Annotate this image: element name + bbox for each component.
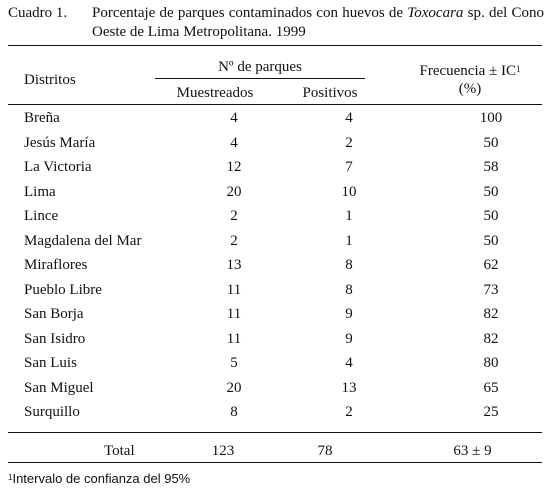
- cell-muestreados: 5: [230, 355, 238, 372]
- cell-positivos: 2: [345, 134, 353, 151]
- caption-label: Cuadro 1.: [8, 5, 68, 21]
- table-row: [8, 106, 542, 131]
- table-row: [8, 327, 542, 352]
- header-frecuencia-sup: 1: [516, 64, 521, 74]
- cell-distrito: Jesús María: [24, 134, 96, 151]
- header-percent: (%): [458, 81, 482, 97]
- footnote-sup: 1: [8, 473, 13, 482]
- cell-muestreados: 2: [230, 208, 238, 225]
- footnote: [8, 471, 190, 486]
- cell-positivos: 10: [341, 183, 357, 200]
- cell-positivos: 8: [345, 281, 353, 298]
- cell-positivos: 8: [345, 257, 353, 274]
- footnote-text: Intervalo de confianza del 95%: [12, 471, 191, 486]
- table-row: [8, 155, 542, 180]
- cell-distrito: Lince: [24, 208, 59, 225]
- table-row: [8, 351, 542, 376]
- top-rule: [8, 45, 542, 46]
- cell-positivos: 2: [345, 404, 353, 421]
- cell-muestreados: 4: [230, 110, 238, 127]
- cell-distrito: San Miguel: [24, 379, 94, 396]
- cell-distrito: Surquillo: [24, 404, 80, 421]
- header-positivos: Positivos: [302, 85, 358, 101]
- header-n-parques: Nº de parques: [218, 59, 302, 75]
- cell-frecuencia: 50: [483, 183, 499, 200]
- caption-species: Toxocara: [407, 5, 464, 21]
- caption-text: [92, 4, 544, 42]
- cell-frecuencia: 62: [483, 257, 499, 274]
- cell-muestreados: 11: [226, 281, 242, 298]
- cell-distrito: Pueblo Libre: [24, 281, 102, 298]
- table-row: [8, 204, 542, 229]
- table-row: [8, 180, 542, 205]
- header-rule: [8, 104, 542, 105]
- cell-frecuencia: 82: [483, 306, 499, 323]
- cell-distrito: San Isidro: [24, 330, 86, 347]
- cell-frecuencia: 80: [483, 355, 499, 372]
- cell-frecuencia: 65: [483, 379, 499, 396]
- cell-muestreados: 20: [226, 183, 242, 200]
- cell-frecuencia: 50: [483, 232, 499, 249]
- table-row: [8, 278, 542, 303]
- cell-positivos: 7: [345, 159, 353, 176]
- header-subrule: [155, 78, 365, 79]
- cell-muestreados: 2: [230, 232, 238, 249]
- caption-text-end: sp. del Cono Oeste de Lima Metropolitana. 1999: [92, 5, 545, 40]
- total-frecuencia: 63 ± 9: [453, 443, 492, 459]
- cell-frecuencia: 100: [479, 110, 503, 127]
- cell-distrito: Lima: [24, 183, 56, 200]
- cell-positivos: 9: [345, 330, 353, 347]
- table-row: [8, 376, 542, 401]
- cell-distrito: San Luis: [24, 355, 77, 372]
- cell-positivos: 4: [345, 355, 353, 372]
- cell-distrito: San Borja: [24, 306, 84, 323]
- cell-distrito: Magdalena del Mar: [24, 232, 142, 249]
- cell-muestreados: 8: [230, 404, 238, 421]
- cell-positivos: 9: [345, 306, 353, 323]
- table-row: [8, 131, 542, 156]
- total-label: Total: [104, 443, 135, 459]
- cell-muestreados: 20: [226, 379, 242, 396]
- table-row: [8, 400, 542, 425]
- header-muestreados: Muestreados: [176, 85, 254, 101]
- data-table: [8, 106, 542, 425]
- header-distritos: Distritos: [24, 72, 76, 88]
- cell-positivos: 4: [345, 110, 353, 127]
- cell-frecuencia: 25: [483, 404, 499, 421]
- cell-distrito: La Victoria: [24, 159, 92, 176]
- cell-frecuencia: 82: [483, 330, 499, 347]
- total-muestreados: 123: [211, 443, 235, 459]
- cell-muestreados: 4: [230, 134, 238, 151]
- header-frecuencia: [400, 62, 540, 80]
- cell-positivos: 1: [345, 232, 353, 249]
- cell-distrito: Breña: [24, 110, 60, 127]
- table-row: [8, 302, 542, 327]
- cell-positivos: 13: [341, 379, 357, 396]
- cell-frecuencia: 50: [483, 134, 499, 151]
- cell-muestreados: 11: [226, 306, 242, 323]
- cell-frecuencia: 50: [483, 208, 499, 225]
- table-row: [8, 229, 542, 254]
- header-frecuencia-text: Frecuencia ± IC: [419, 63, 517, 79]
- cell-positivos: 1: [345, 208, 353, 225]
- bottom-rule: [8, 462, 542, 463]
- table-row: [8, 253, 542, 278]
- cell-frecuencia: 73: [483, 281, 499, 298]
- cell-distrito: Miraflores: [24, 257, 88, 274]
- cell-muestreados: 12: [226, 159, 242, 176]
- cell-muestreados: 13: [226, 257, 242, 274]
- total-rule: [8, 432, 542, 433]
- total-positivos: 78: [317, 443, 333, 459]
- cell-muestreados: 11: [226, 330, 242, 347]
- caption-text-start: Porcentaje de parques contaminados con huevos de: [92, 5, 408, 21]
- cell-frecuencia: 58: [483, 159, 499, 176]
